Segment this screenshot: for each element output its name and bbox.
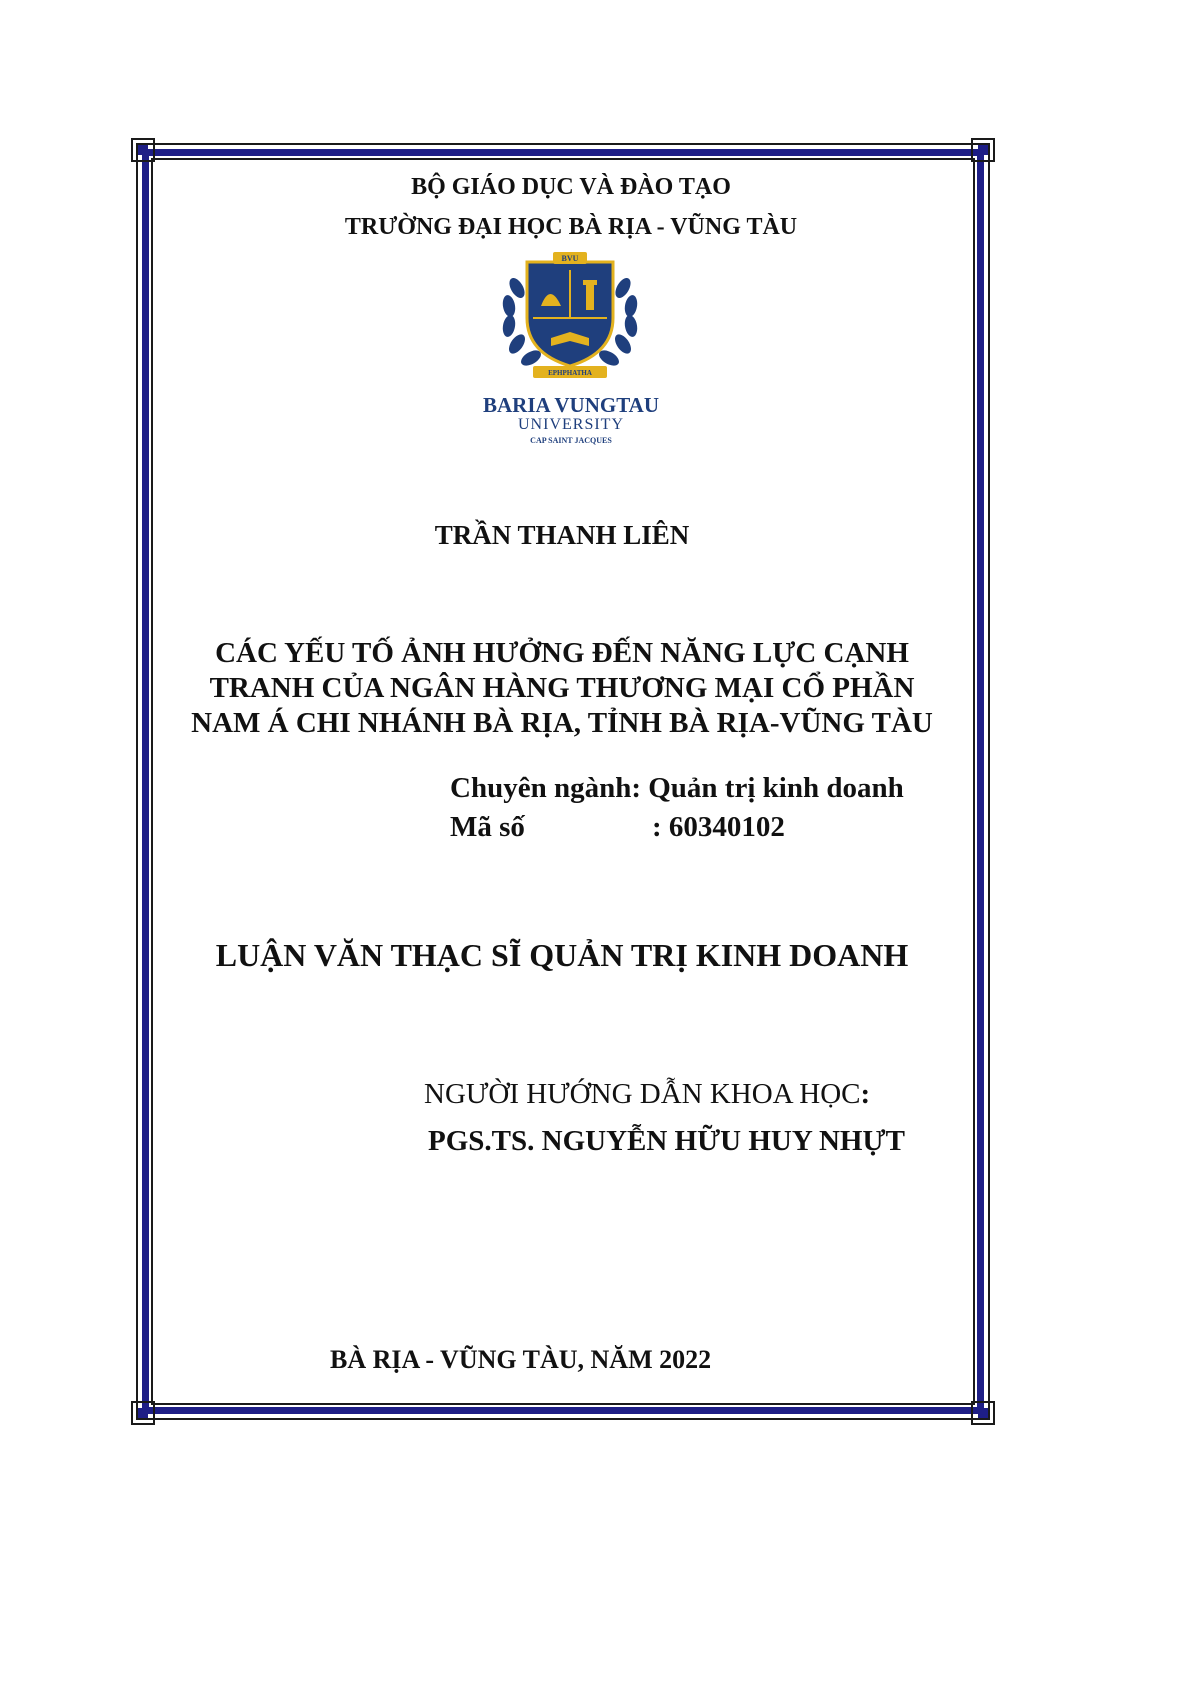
author-name: TRẦN THANH LIÊN: [434, 520, 690, 550]
thesis-title-line: TRANH CỦA NGÂN HÀNG THƯƠNG MẠI CỔ PHẦN: [209, 672, 915, 704]
thesis-title-line: CÁC YẾU TỐ ẢNH HƯỞNG ĐẾN NĂNG LỰC CẠNH: [215, 637, 909, 669]
corner-ornament-icon: [130, 1400, 156, 1426]
thesis-type: LUẬN VĂN THẠC SĨ QUẢN TRỊ KINH DOANH: [215, 937, 909, 973]
logo-name-line2: UNIVERSITY: [518, 416, 624, 433]
advisor-label-colon: :: [860, 1078, 871, 1110]
university-logo-icon: [495, 248, 645, 383]
advisor-label: [424, 1078, 870, 1111]
corner-ornament-icon: [970, 1400, 996, 1426]
major-line: Chuyên ngành: Quản trị kinh doanh: [450, 772, 904, 804]
logo-name-line1: BARIA VUNGTAU: [483, 393, 659, 417]
advisor-name: PGS.TS. NGUYỄN HỮU HUY NHỰT: [428, 1125, 905, 1157]
corner-ornament-icon: [130, 137, 156, 163]
place-and-year: BÀ RỊA - VŨNG TÀU, NĂM 2022: [330, 1345, 712, 1374]
motto-text: EPHPHATHA: [548, 369, 592, 377]
logo-name-line3: CAP SAINT JACQUES: [530, 436, 612, 445]
code-label: Mã số: [450, 811, 525, 843]
advisor-label-text: NGƯỜI HƯỚNG DẪN KHOA HỌC: [424, 1078, 861, 1110]
crest-text: BVU: [561, 254, 579, 263]
corner-ornament-icon: [970, 137, 996, 163]
thesis-title-line: NAM Á CHI NHÁNH BÀ RỊA, TỈNH BÀ RỊA-VŨNG TÀU: [191, 707, 933, 739]
code-value: : 60340102: [652, 811, 785, 843]
ministry-name: BỘ GIÁO DỤC VÀ ĐÀO TẠO: [411, 174, 731, 200]
university-name: TRƯỜNG ĐẠI HỌC BÀ RỊA - VŨNG TÀU: [344, 214, 798, 240]
